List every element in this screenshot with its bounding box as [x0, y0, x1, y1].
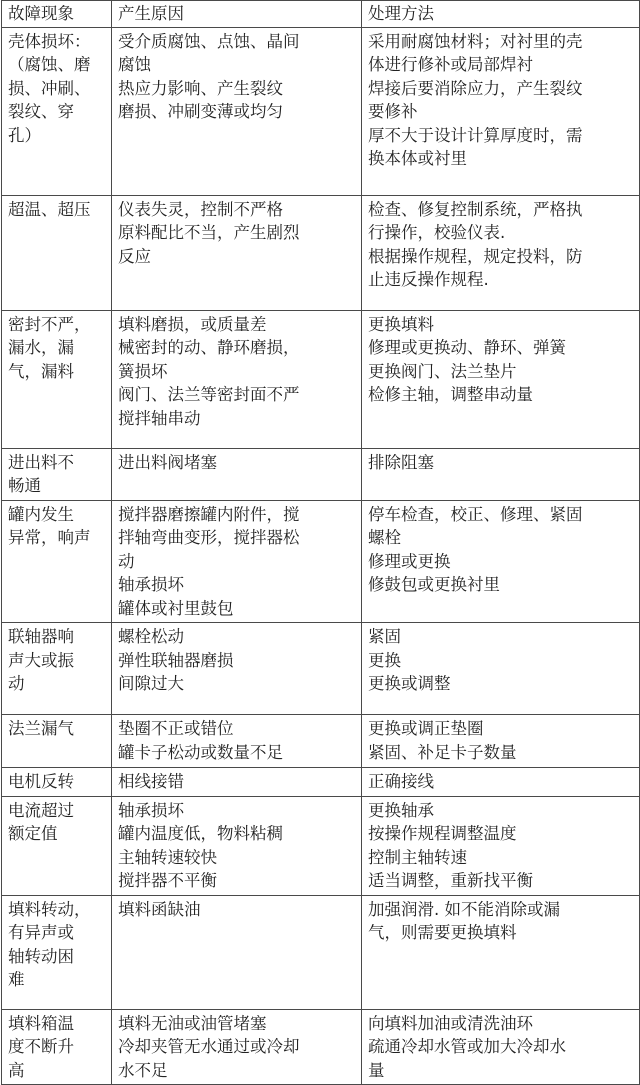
cause-cell-line: 搅拌器不平衡 [118, 871, 217, 890]
symptom-cell [2, 195, 112, 310]
treatment-cell-line: 修理或更换动、静环、弹簧 [368, 338, 566, 357]
cause-cell-line: 磨损、冲刷变薄或均匀 [118, 102, 283, 121]
cause-cell [112, 448, 362, 500]
cause-cell-line: 搅拌轴串动 [118, 408, 201, 428]
treatment-cell-line: 排除阻塞 [368, 452, 434, 472]
symptom-cell-line: 填料箱温 [8, 1013, 74, 1033]
cause-cell-line: 轴承损坏 [118, 800, 184, 820]
symptom-cell-line: 难 [8, 970, 25, 989]
treatment-cell [362, 310, 640, 448]
symptom-cell-line: 气，漏料 [8, 361, 74, 381]
cause-cell-line: 动 [118, 551, 135, 571]
cause-cell-line: 簧损坏 [118, 361, 168, 381]
symptom-cell-line: 轴转动困 [8, 946, 74, 966]
treatment-cell-line: 要修补 [368, 102, 418, 121]
cause-cell [112, 310, 362, 448]
treatment-cell-line: 检查、修复控制系统，严格执 [368, 199, 583, 219]
cause-cell [112, 895, 362, 1009]
treatment-cell-line: 更换或调整 [368, 674, 451, 693]
cause-cell-line: 螺栓松动 [118, 627, 184, 646]
cause-cell-line: 进出料阀堵塞 [118, 452, 217, 472]
symptom-cell [2, 448, 112, 500]
fault-table [1, 0, 640, 1085]
cause-cell [112, 623, 362, 715]
symptom-cell-line: 填料转动， [8, 899, 91, 919]
cause-cell-line: 械密封的动、静环磨损， [118, 338, 300, 357]
treatment-cell-line: 适当调整，重新找平衡 [368, 871, 533, 890]
table-row [2, 715, 640, 768]
symptom-cell-line: 密封不严， [8, 314, 91, 334]
treatment-cell-line: 停车检查，校正、修理、紧固 [368, 504, 583, 524]
treatment-cell-line: 按操作规程调整温度 [368, 824, 517, 843]
table-row [2, 195, 640, 310]
symptom-cell [2, 623, 112, 715]
treatment-cell-line: 厚不大于设计计算厚度时，需 [368, 125, 583, 145]
table-row [2, 895, 640, 1009]
treatment-cell-line: 换本体或衬里 [368, 149, 467, 168]
treatment-cell [362, 796, 640, 895]
cause-cell-line: 相线接错 [118, 772, 184, 791]
cause-cell-line: 罐体或衬里鼓包 [118, 598, 234, 618]
cause-cell [112, 796, 362, 895]
symptom-cell-line: 法兰漏气 [8, 719, 74, 738]
symptom-cell-line: 漏水，漏 [8, 338, 74, 357]
symptom-cell-line: 孔） [8, 125, 41, 145]
treatment-cell-line: 量 [368, 1060, 385, 1080]
header-symptom: 故障现象 [2, 1, 112, 28]
cause-cell-line: 腐蚀 [118, 55, 151, 74]
table-row [2, 500, 640, 623]
cause-cell-line: 拌轴弯曲变形，搅拌器松 [118, 528, 300, 547]
treatment-cell-line: 检修主轴，调整串动量 [368, 385, 533, 404]
treatment-cell [362, 623, 640, 715]
symptom-cell-line: 有异声或 [8, 923, 74, 942]
treatment-cell-line: 螺栓 [368, 528, 401, 547]
header-cause: 产生原因 [112, 1, 362, 28]
treatment-cell-line: 根据操作规程，规定投料，防 [368, 246, 583, 266]
table-body [2, 27, 640, 1085]
treatment-cell-line: 更换 [368, 650, 401, 670]
cause-cell-line: 填料函缺油 [118, 899, 201, 919]
symptom-cell-line: 高 [8, 1060, 25, 1080]
treatment-cell-line: 修理或更换 [368, 551, 451, 571]
treatment-cell-line: 行操作，校验仪表. [368, 223, 506, 242]
symptom-cell-line: 动 [8, 674, 25, 693]
treatment-cell-line: 控制主轴转速 [368, 847, 467, 867]
treatment-cell-line: 紧固 [368, 627, 401, 646]
treatment-cell-line: 焊接后要消除应力，产生裂纹 [368, 78, 583, 98]
symptom-cell [2, 500, 112, 623]
symptom-cell-line: 联轴器响 [8, 627, 74, 646]
cause-cell-line: 冷却夹管无水通过或冷却 [118, 1037, 300, 1056]
treatment-cell-line: 更换或调正垫圈 [368, 719, 484, 738]
treatment-cell [362, 715, 640, 768]
treatment-cell [362, 768, 640, 797]
symptom-cell-line: 声大或振 [8, 650, 74, 670]
symptom-cell-line: 损、冲刷、 [8, 78, 91, 98]
symptom-cell-line: 电流超过 [8, 800, 74, 820]
table-row [2, 796, 640, 895]
cause-cell-line: 反应 [118, 246, 151, 266]
header-treatment: 处理方法 [362, 1, 640, 28]
table-row [2, 768, 640, 797]
treatment-cell [362, 895, 640, 1009]
cause-cell-line: 罐卡子松动或数量不足 [118, 742, 283, 762]
table-row [2, 310, 640, 448]
symptom-cell [2, 895, 112, 1009]
treatment-cell-line: 气，则需要更换填料 [368, 923, 517, 942]
treatment-cell-line: 向填料加油或清洗油环 [368, 1013, 533, 1033]
symptom-cell-line: 进出料不 [8, 452, 74, 472]
symptom-cell [2, 796, 112, 895]
symptom-cell-line: 裂纹、穿 [8, 102, 74, 121]
treatment-cell-line: 修鼓包或更换衬里 [368, 575, 500, 594]
symptom-cell-line: 壳体损坏： [8, 31, 91, 51]
symptom-cell-line: （腐蚀、磨 [8, 55, 91, 74]
cause-cell [112, 27, 362, 195]
symptom-cell-line: 畅通 [8, 476, 41, 495]
cause-cell-line: 填料无油或油管堵塞 [118, 1013, 267, 1033]
treatment-cell-line: 疏通冷却水管或加大冷却水 [368, 1037, 566, 1056]
treatment-cell-line: 更换轴承 [368, 800, 434, 820]
treatment-cell [362, 500, 640, 623]
symptom-cell [2, 1009, 112, 1085]
treatment-cell-line: 更换填料 [368, 314, 434, 334]
cause-cell-line: 填料磨损，或质量差 [118, 314, 267, 334]
table-row [2, 448, 640, 500]
treatment-cell [362, 1009, 640, 1085]
symptom-cell-line: 罐内发生 [8, 504, 74, 524]
treatment-cell [362, 448, 640, 500]
cause-cell-line: 受介质腐蚀、点蚀、晶间 [118, 31, 300, 51]
table-header-row [2, 1, 640, 28]
symptom-cell [2, 715, 112, 768]
cause-cell-line: 轴承损坏 [118, 575, 184, 594]
treatment-cell [362, 195, 640, 310]
treatment-cell-line: 更换阀门、法兰垫片 [368, 361, 517, 381]
treatment-cell [362, 27, 640, 195]
cause-cell-line: 垫圈不正或错位 [118, 719, 234, 738]
cause-cell-line: 间隙过大 [118, 674, 184, 693]
cause-cell-line: 罐内温度低，物料粘稠 [118, 824, 283, 843]
cause-cell-line: 水不足 [118, 1060, 168, 1080]
symptom-cell-line: 电机反转 [8, 772, 74, 791]
symptom-cell [2, 768, 112, 797]
table-row [2, 623, 640, 715]
cause-cell [112, 1009, 362, 1085]
table-row [2, 1009, 640, 1085]
symptom-cell-line: 度不断升 [8, 1037, 74, 1056]
treatment-cell-line: 加强润滑. 如不能消除或漏 [368, 899, 560, 919]
cause-cell-line: 弹性联轴器磨损 [118, 650, 234, 670]
cause-cell [112, 715, 362, 768]
cause-cell [112, 768, 362, 797]
symptom-cell [2, 310, 112, 448]
symptom-cell-line: 额定值 [8, 824, 58, 843]
table-row [2, 27, 640, 195]
cause-cell [112, 500, 362, 623]
symptom-cell-line: 异常，响声 [8, 528, 91, 547]
cause-cell [112, 195, 362, 310]
symptom-cell-line: 超温、超压 [8, 199, 91, 219]
cause-cell-line: 搅拌器磨擦罐内附件，搅 [118, 504, 300, 524]
cause-cell-line: 主轴转速较快 [118, 847, 217, 867]
symptom-cell [2, 27, 112, 195]
treatment-cell-line: 体进行修补或局部焊衬 [368, 55, 533, 74]
cause-cell-line: 阀门、法兰等密封面不严 [118, 385, 300, 404]
cause-cell-line: 仪表失灵，控制不严格 [118, 199, 283, 219]
treatment-cell-line: 采用耐腐蚀材料；对衬里的壳 [368, 31, 583, 51]
treatment-cell-line: 正确接线 [368, 772, 434, 791]
treatment-cell-line: 止违反操作规程. [368, 270, 489, 289]
treatment-cell-line: 紧固、补足卡子数量 [368, 742, 517, 762]
cause-cell-line: 原料配比不当，产生剧烈 [118, 223, 300, 242]
cause-cell-line: 热应力影响、产生裂纹 [118, 78, 283, 98]
